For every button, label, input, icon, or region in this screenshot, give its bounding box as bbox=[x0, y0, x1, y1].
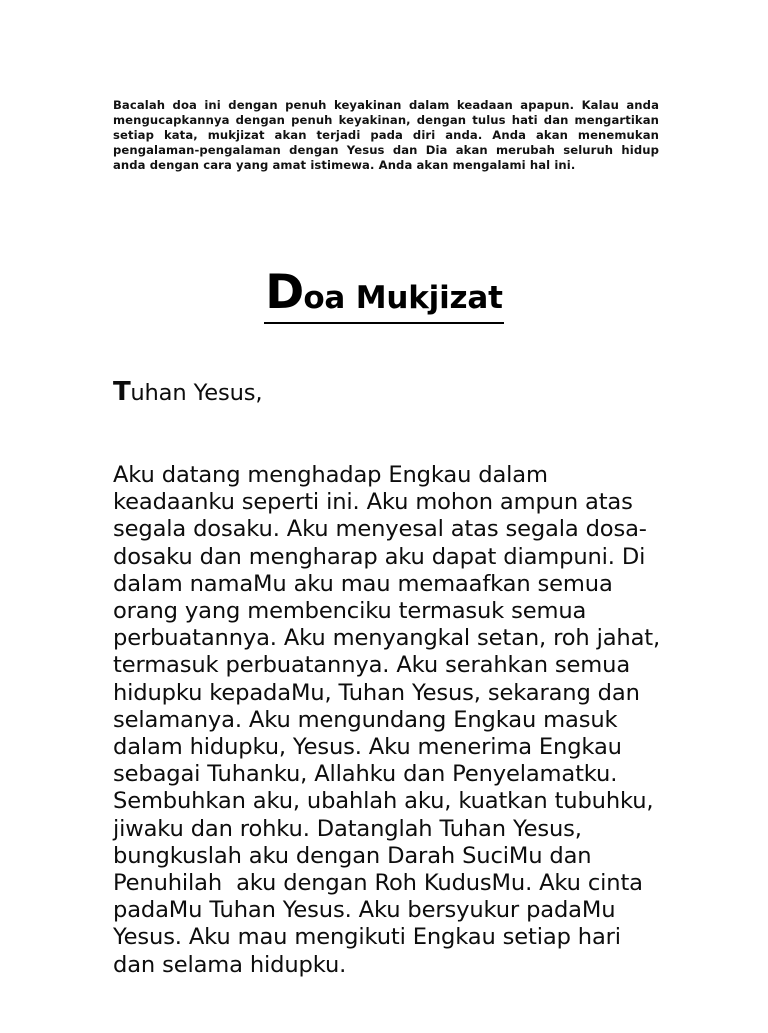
title-dropcap: D bbox=[265, 264, 304, 320]
prayer-salutation bbox=[113, 379, 665, 407]
salutation-rest: uhan Yesus, bbox=[130, 380, 263, 407]
page-title bbox=[264, 264, 503, 324]
prayer-body bbox=[113, 325, 668, 1033]
prayer-text: Aku datang menghadap Engkau dalam keadaanku seperti ini. Aku mohon ampun atas segala dosaku. Aku menyesal atas segala dosa-dosaku dan mengharap aku dapat diampuni. Di dalam namaMu aku mau memaafkan semua orang yang membenciku termasuk semua perbuatannya. Aku menyangkal setan, roh jahat, termasuk perbuatannya. Aku serahkan semua hidupku kepadaMu, Tuhan Yesus, sekarang dan selamanya. Aku mengundang Engkau masuk dalam hidupku, Yesus. Aku menerima Engkau sebagai Tuhanku, Allahku dan Penyelamatku. Sembuhkan aku, ubahlah aku, kuatkan tubuhku, jiwaku dan rohku. Datanglah Tuhan Yesus, bungkuslah aku dengan Darah SuciMu dan Penuhilah aku dengan Roh KudusMu. Aku cinta padaMu Tuhan Yesus. Aku bersyukur padaMu Yesus. Aku mau mengikuti Engkau setiap hari dan selama hidupku. bbox=[113, 462, 668, 978]
title-rest: oa Mukjizat bbox=[303, 279, 503, 316]
salutation-dropcap: T bbox=[113, 377, 131, 408]
intro-paragraph: Bacalah doa ini dengan penuh keyakinan dalam keadaan apapun. Kalau anda mengucapkannya dengan penuh keyakinan, dengan tulus hati dan mengartikan setiap kata, mukjizat akan terjadi pada diri anda. Anda akan menemukan pengalaman-pengalaman dengan Yesus dan Dia akan merubah seluruh hidup anda dengan cara yang amat istimewa. Anda akan mengalami hal ini. bbox=[113, 97, 659, 173]
